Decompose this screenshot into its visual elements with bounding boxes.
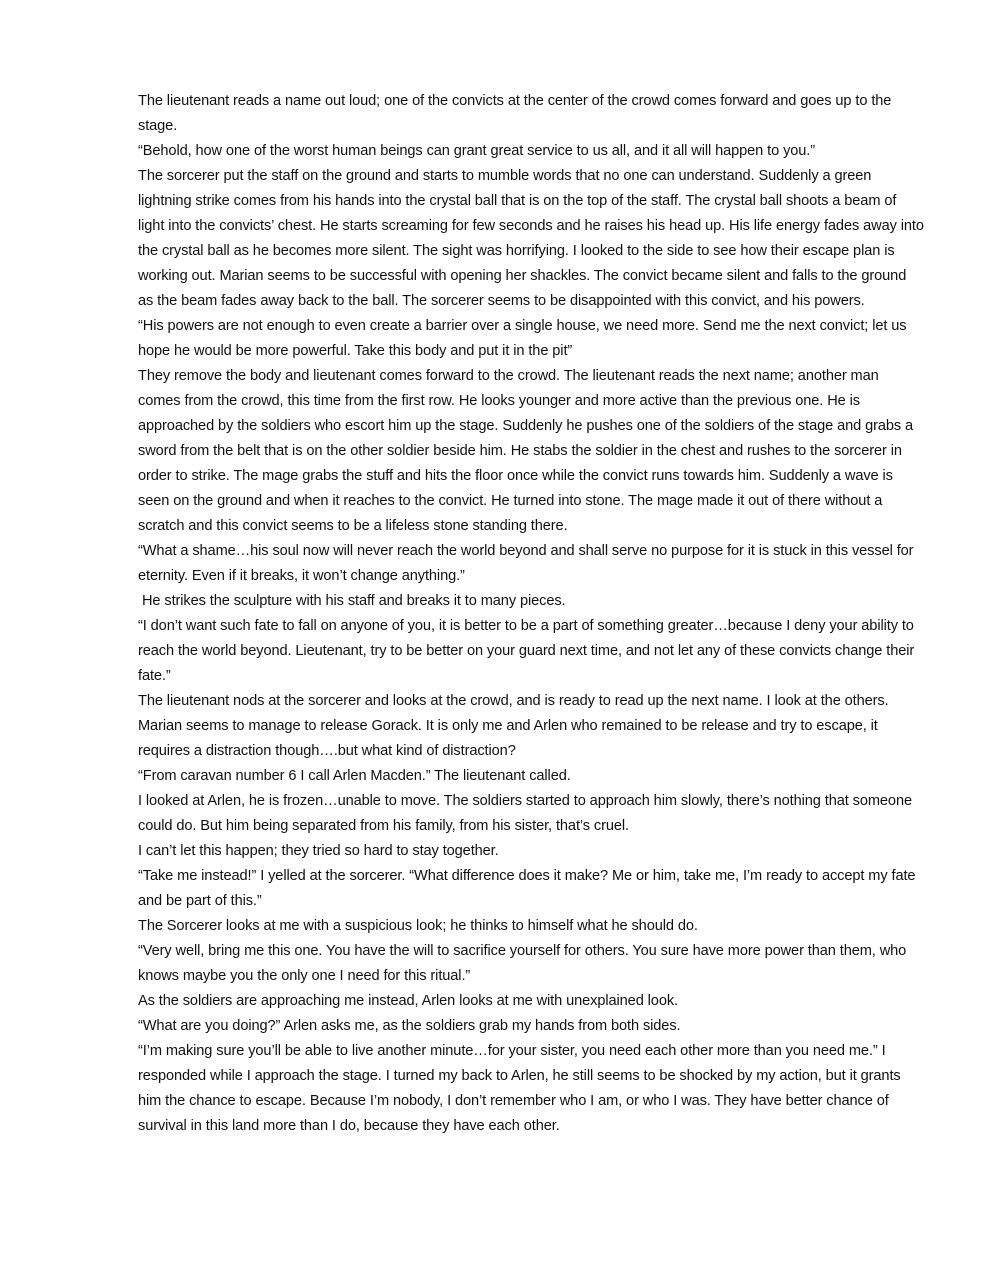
paragraph-8: “I don’t want such fate to fall on anyone of you, it is better to be a part of something greater…because I deny your ability to reach the world beyond. Lieutenant, try to be better on your guard next time, and not let any of these convicts change their fate.” <box>138 618 915 684</box>
paragraph-2: “Behold, how one of the worst human beings can grant great service to us all, and it all will happen to you.” <box>138 143 816 159</box>
paragraph-13: “Take me instead!” I yelled at the sorcerer. “What difference does it make? Me or him, take me, I’m ready to accept my fate and be part of this.” <box>138 868 916 909</box>
document-page <box>138 89 924 1139</box>
paragraph-15: “Very well, bring me this one. You have the will to sacrifice yourself for others. You sure have more power than them, who knows maybe you the only one I need for this ritual.” <box>138 943 907 984</box>
paragraph-6: “What a shame…his soul now will never reach the world beyond and shall serve no purpose for it is stuck in this vessel for eternity. Even if it breaks, it won’t change anything.” <box>138 543 914 584</box>
paragraph-17: “What are you doing?” Arlen asks me, as the soldiers grab my hands from both sides. <box>138 1018 681 1034</box>
paragraph-5: They remove the body and lieutenant comes forward to the crowd. The lieutenant reads the next name; another man comes from the crowd, this time from the first row. He looks younger and more active than the previous one. He is approached by the soldiers who escort him up the stage. Suddenly he pushes one of the soldiers of the stage and grabs a sword from the belt that is on the other soldier beside him. He stabs the soldier in the chest and rushes to the sorcerer in order to strike. The mage grabs the stuff and hits the floor once while the convict runs towards him. Suddenly a wave is seen on the ground and when it reaches to the convict. He turned into stone. The mage made it out of there without a scratch and this convict seems to be a lifeless stone standing there. <box>138 368 914 534</box>
paragraph-1: The lieutenant reads a name out loud; one of the convicts at the center of the crowd comes forward and goes up to the stage. <box>138 93 892 134</box>
paragraph-18: “I’m making sure you’ll be able to live another minute…for your sister, you need each other more than you need me.” I responded while I approach the stage. I turned my back to Arlen, he still seems to be shocked by my action, but it grants him the chance to escape. Because I’m nobody, I don’t remember who I am, or who I was. They have better chance of survival in this land more than I do, because they have each other. <box>138 1043 901 1134</box>
paragraph-7: He strikes the sculpture with his staff and breaks it to many pieces. <box>138 593 566 609</box>
paragraph-3: The sorcerer put the staff on the ground and starts to mumble words that no one can understand. Suddenly a green lightning strike comes from his hands into the crystal ball that is on the top of the staff. The crystal ball shoots a beam of light into the convicts’ chest. He starts screaming for few seconds and he raises his head up. His life energy fades away into the crystal ball as he becomes more silent. The sight was horrifying. I looked to the side to see how their escape plan is working out. Marian seems to be successful with opening her shackles. The convict became silent and falls to the ground as the beam fades away back to the ball. The sorcerer seems to be disappointed with this convict, and his powers. <box>138 168 924 309</box>
paragraph-11: I looked at Arlen, he is frozen…unable to move. The soldiers started to approach him slowly, there’s nothing that someone could do. But him being separated from his family, from his sister, that’s cruel. <box>138 793 912 834</box>
paragraph-16: As the soldiers are approaching me instead, Arlen looks at me with unexplained look. <box>138 993 678 1009</box>
paragraph-14: The Sorcerer looks at me with a suspicious look; he thinks to himself what he should do. <box>138 918 698 934</box>
paragraph-12: I can’t let this happen; they tried so hard to stay together. <box>138 843 499 859</box>
paragraph-4: “His powers are not enough to even create a barrier over a single house, we need more. Send me the next convict; let us hope he would be more powerful. Take this body and put it in the pit” <box>138 318 907 359</box>
paragraph-10: “From caravan number 6 I call Arlen Macden.” The lieutenant called. <box>138 768 571 784</box>
paragraph-9: The lieutenant nods at the sorcerer and looks at the crowd, and is ready to read up the next name. I look at the others. Marian seems to manage to release Gorack. It is only me and Arlen who remained to be release and try to escape, it requires a distraction though….but what kind of distraction? <box>138 693 889 759</box>
